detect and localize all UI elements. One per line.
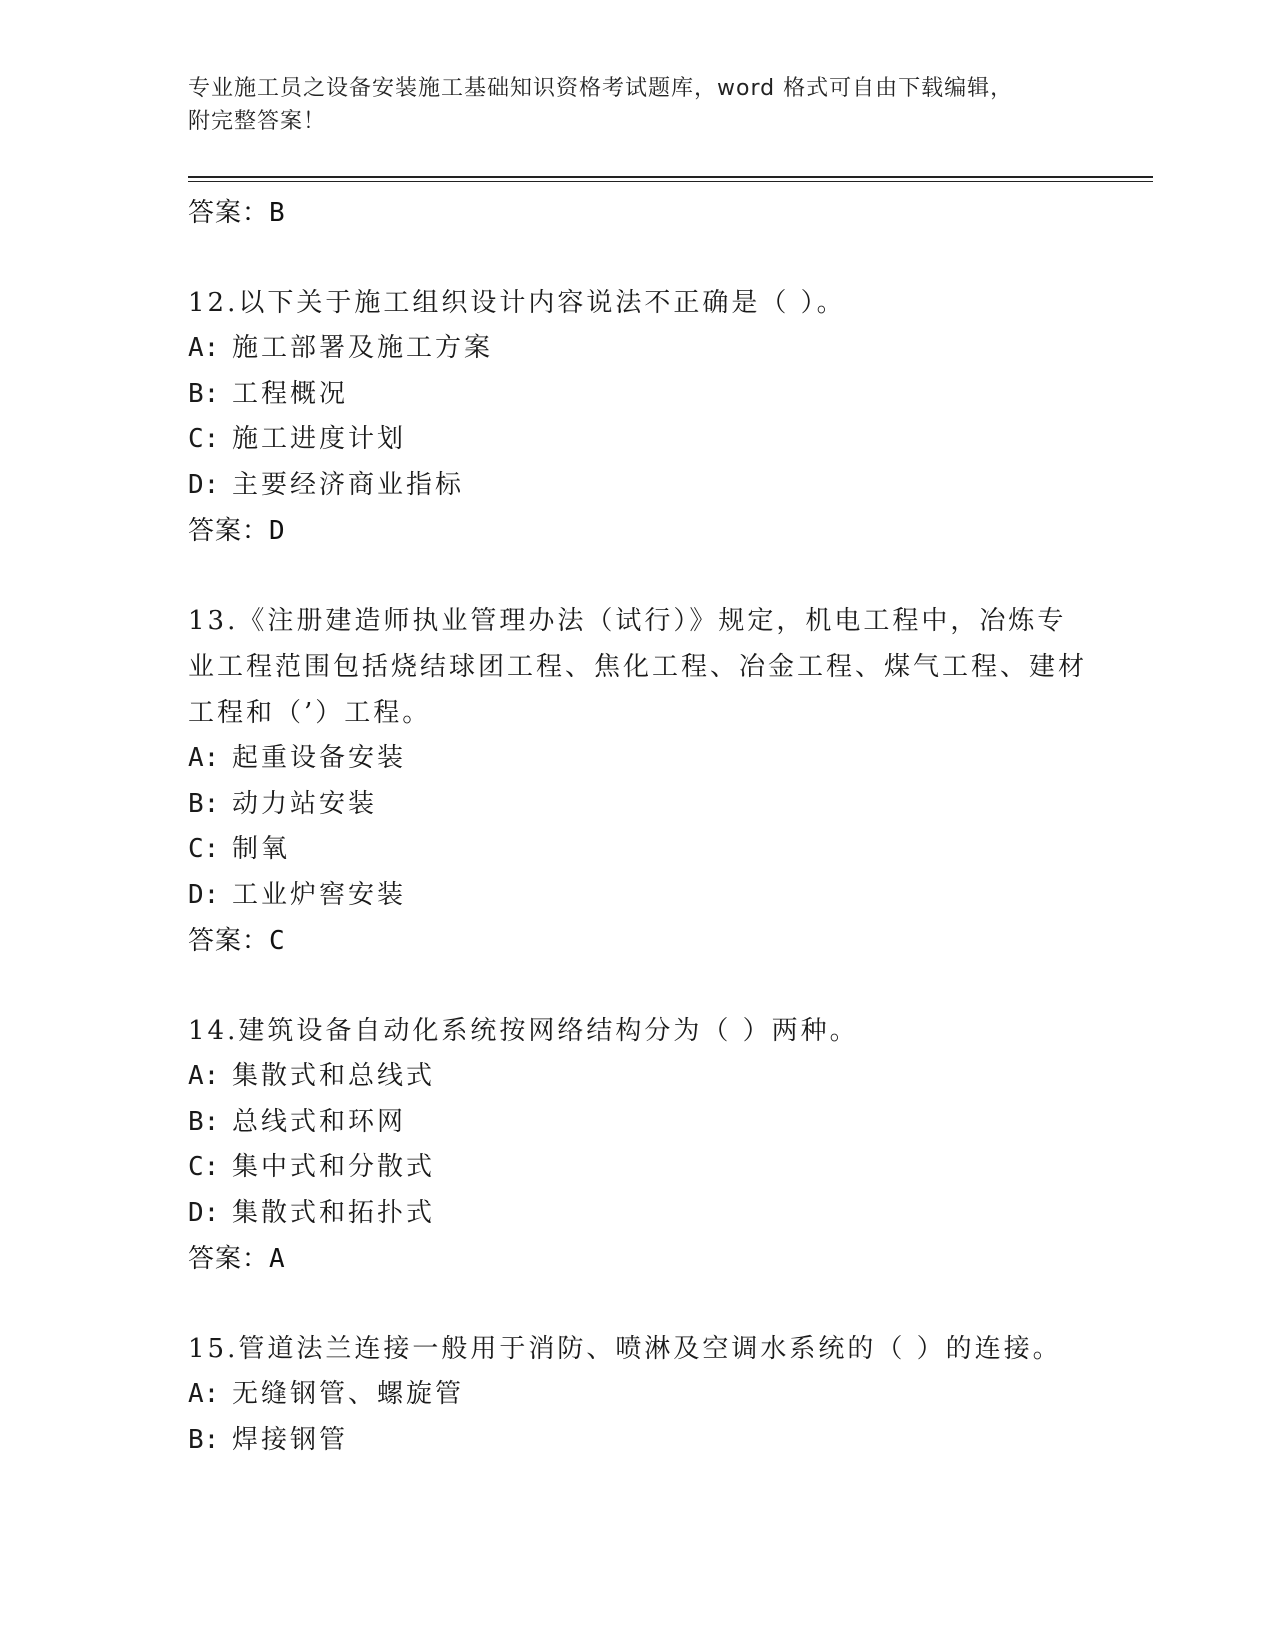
header-rule-thick (188, 176, 1153, 178)
option-text: 制氧 (232, 834, 291, 864)
option-c (188, 827, 1088, 873)
option-text: 工程概况 (232, 378, 349, 409)
option-text: 动力站安装 (232, 788, 378, 819)
option-text: 工业炉窖安装 (232, 879, 407, 910)
answer-value: B (269, 198, 286, 228)
option-key: B: (188, 788, 220, 819)
option-b (188, 1418, 1088, 1464)
option-d (188, 463, 1088, 509)
question-text: 12.以下关于施工组织设计内容说法不正确是（ ）。 (188, 288, 846, 318)
option-c (188, 1145, 1088, 1191)
option-c (188, 417, 1088, 463)
option-key: A: (188, 743, 220, 773)
option-text: 集中式和分散式 (232, 1152, 436, 1182)
question-text: 15.管道法兰连接一般用于消防、喷淋及空调水系统的（ ）的连接。 (188, 1334, 1062, 1364)
question-13 (188, 598, 1088, 964)
question-list (188, 190, 1088, 1463)
option-text: 焊接钢管 (232, 1424, 349, 1455)
option-key: B: (188, 1106, 220, 1137)
option-key: C: (188, 834, 220, 864)
option-text: 施工进度计划 (232, 424, 407, 454)
option-text: 起重设备安装 (232, 743, 407, 773)
option-key: A: (188, 333, 220, 363)
option-key: B: (188, 1424, 220, 1455)
answer-value: D (269, 516, 286, 546)
option-a (188, 326, 1088, 372)
answer-line (188, 1236, 1088, 1282)
answer-line (188, 508, 1088, 554)
option-key: A: (188, 1061, 220, 1091)
option-b (188, 372, 1088, 418)
answer-value: A (269, 1244, 286, 1274)
option-key: C: (188, 424, 220, 454)
question-text: 14.建筑设备自动化系统按网络结构分为（ ）两种。 (188, 1016, 859, 1046)
option-key: D: (188, 879, 220, 910)
option-key: D: (188, 469, 220, 500)
question-15 (188, 1326, 1088, 1463)
option-a (188, 1054, 1088, 1100)
option-text: 主要经济商业指标 (232, 469, 465, 500)
option-key: B: (188, 378, 220, 409)
answer-line (188, 918, 1088, 964)
option-d (188, 873, 1088, 919)
option-text: 无缝钢管、螺旋管 (232, 1379, 465, 1409)
answer-label: 答案： (188, 926, 270, 956)
option-text: 集散式和总线式 (232, 1061, 436, 1091)
option-text: 集散式和拓扑式 (232, 1197, 436, 1228)
option-key: A: (188, 1379, 220, 1409)
header-line-1: 专业施工员之设备安装施工基础知识资格考试题库，word 格式可自由下载编辑， (188, 76, 1014, 101)
option-key: C: (188, 1152, 220, 1182)
document-header (188, 72, 1088, 138)
option-key: D: (188, 1197, 220, 1228)
question-14 (188, 1008, 1088, 1282)
header-line-2: 附完整答案！ (188, 109, 327, 134)
option-text: 总线式和环网 (232, 1106, 407, 1137)
question-text: 13.《注册建造师执业管理办法（试行）》规定，机电工程中，冶炼专业工程范围包括烧结球团工程、焦化工程、冶金工程、煤气工程、建材工程和（’）工程。 (188, 606, 1088, 728)
answer-label: 答案： (188, 198, 270, 228)
option-d (188, 1191, 1088, 1237)
answer-value: C (269, 926, 286, 956)
answer-label: 答案： (188, 1244, 270, 1274)
answer-label: 答案： (188, 516, 270, 546)
option-a (188, 736, 1088, 782)
question-12 (188, 280, 1088, 554)
option-text: 施工部署及施工方案 (232, 333, 494, 363)
option-a (188, 1372, 1088, 1418)
option-b (188, 1100, 1088, 1146)
option-b (188, 782, 1088, 828)
header-rule-thin (188, 181, 1153, 182)
answer-line (188, 190, 1088, 236)
